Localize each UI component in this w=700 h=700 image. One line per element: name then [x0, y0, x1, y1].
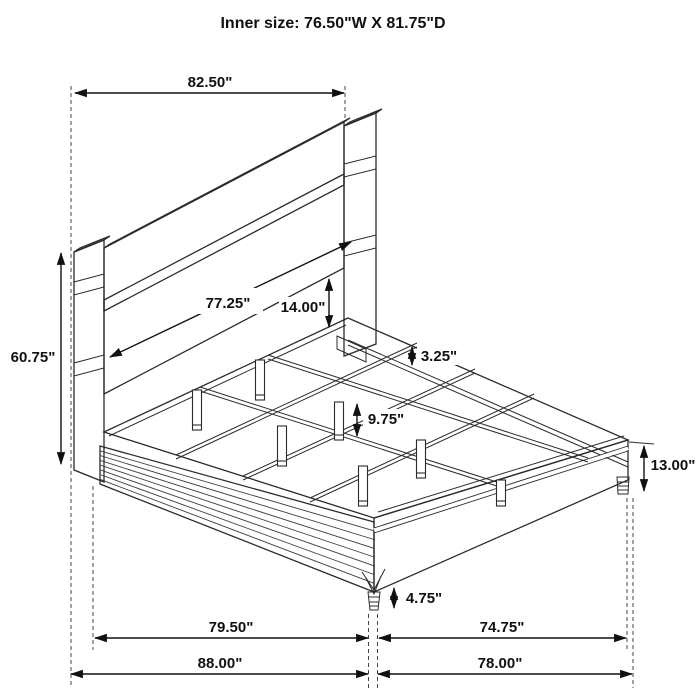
dim-overall-length-label: 88.00" — [197, 655, 243, 672]
headboard-left-post — [74, 236, 110, 482]
dim-inner-width-label: 74.75" — [479, 619, 525, 636]
dim-panel-width-label: 77.25" — [205, 295, 251, 312]
dim-panel-to-rail — [279, 279, 329, 327]
dim-front-foot-height — [394, 588, 442, 608]
dim-rail-thickness — [412, 346, 461, 365]
right-foot — [617, 477, 629, 494]
dim-inner-length — [95, 619, 368, 638]
footboard — [374, 440, 628, 592]
extension-lines — [71, 86, 633, 688]
dim-headboard-width — [75, 74, 344, 93]
bed-headboard-panel — [104, 118, 350, 394]
dim-leg-height-label: 9.75" — [367, 411, 405, 428]
dim-panel-to-rail-label: 14.00" — [280, 299, 326, 316]
left-side-rail — [100, 446, 374, 592]
far-side-rail — [337, 336, 628, 467]
dim-headboard-width-label: 82.50" — [187, 74, 233, 91]
dim-headboard-height — [11, 253, 61, 464]
dim-overall-width-label: 78.00" — [477, 655, 523, 672]
dim-overall-length — [71, 655, 368, 674]
dim-inner-width — [379, 619, 626, 638]
cross-slats — [176, 343, 534, 502]
dim-front-foot-height-label: 4.75" — [405, 590, 443, 607]
dim-inner-length-label: 79.50" — [208, 619, 254, 636]
dim-rail-thickness-label: 3.25" — [420, 348, 458, 365]
dim-overall-width — [378, 655, 632, 674]
dim-headboard-height-label: 60.75" — [10, 349, 56, 366]
dim-leg-height — [357, 404, 409, 436]
dim-footboard-height — [629, 442, 695, 491]
dim-footboard-height-label: 13.00" — [650, 457, 696, 474]
diagram-title: Inner size: 76.50"W X 81.75"D — [220, 15, 446, 32]
